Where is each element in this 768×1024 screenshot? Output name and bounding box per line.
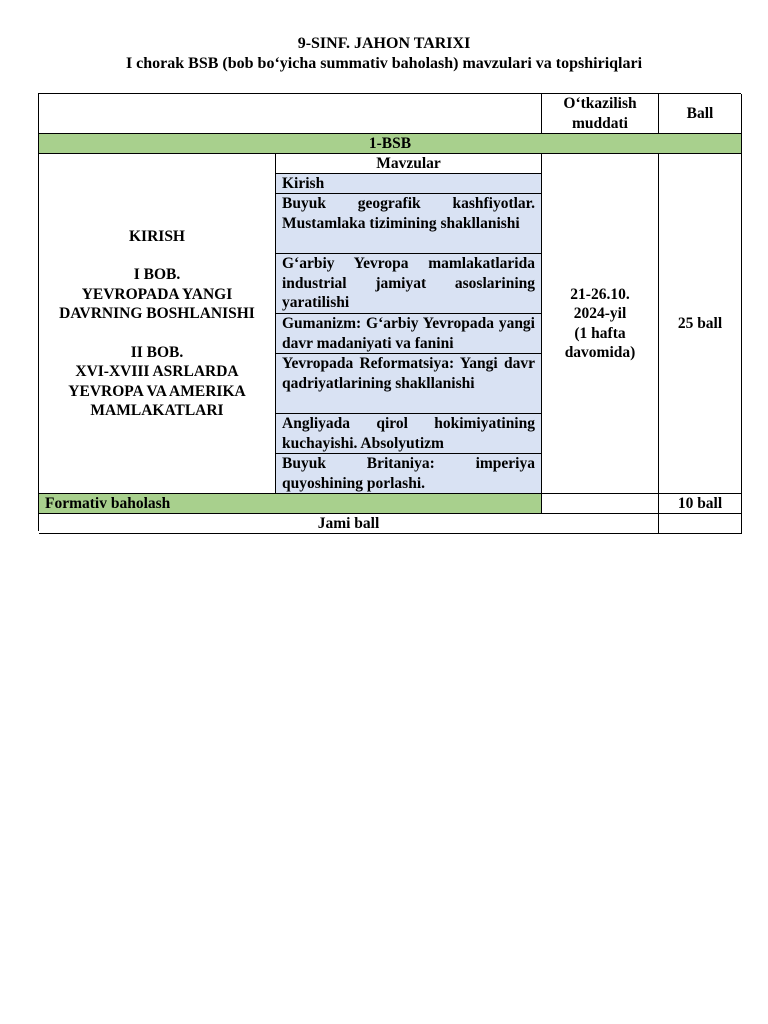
formativ-deadline-empty (542, 494, 659, 514)
topic-row (276, 194, 542, 254)
topic-row (276, 414, 542, 454)
topic-row (276, 314, 542, 354)
topic-text: Buyuk geografik kashfiyotlar. Mustamlaka tizimining shakllanishi (282, 195, 535, 232)
topic-text: Yevropada Reformatsiya: Yangi davr qadriyatlarining shakllanishi (282, 355, 535, 392)
formativ-ball: 10 ball (659, 494, 742, 514)
topic-text: Buyuk Britaniya: imperiya quyoshining porlashi. (282, 455, 535, 492)
chapter-intro: KIRISH (129, 227, 185, 245)
total-label: Jami ball (39, 514, 659, 534)
deadline-line: 21-26.10. (570, 285, 630, 303)
formativ-label: Formativ baholash (39, 494, 542, 514)
header-ball: Ball (659, 94, 742, 134)
document-title: 9-SINF. JAHON TARIXI (297, 35, 471, 52)
section-title: 1-BSB (39, 134, 742, 154)
deadline-line: davomida) (564, 344, 636, 361)
topics-header: Mavzular (276, 154, 542, 174)
deadline-line: 2024-yil (573, 305, 627, 322)
chapters-cell (39, 154, 276, 494)
topic-row (276, 174, 542, 194)
topic-row (276, 354, 542, 414)
topic-text: Kirish (282, 175, 325, 192)
deadline-line: (1 hafta (574, 324, 626, 342)
chapter2-number: II BOB. (130, 343, 184, 361)
ball-value: 25 ball (659, 154, 742, 494)
header-empty-cell (39, 94, 542, 134)
topic-text: Gumanizm: G‘arbiy Yevropada yangi davr madaniyati va fanini (282, 315, 535, 352)
total-value (659, 514, 742, 534)
chapter2-name: XVI-XVIII ASRLARDA YEVROPA VA AMERIKA MAMLAKATLARI (68, 363, 246, 419)
chapter1-name: YEVROPADA YANGI DAVRNING BOSHLANISHI (59, 285, 255, 322)
header-deadline: O‘tkazilish muddati (542, 94, 659, 134)
assessment-table (38, 93, 741, 531)
document-subtitle: I chorak BSB (bob bo‘yicha summativ baholash) mavzulari va topshiriqlari (125, 55, 643, 72)
topic-row (276, 254, 542, 314)
document-header (0, 34, 768, 74)
topic-text: Angliyada qirol hokimiyatining kuchayishi. Absolyutizm (282, 415, 535, 452)
deadline-cell (542, 154, 659, 494)
topic-text: G‘arbiy Yevropa mamlakatlarida industrial jamiyat asoslarining yaratilishi (282, 255, 535, 311)
chapter1-number: I BOB. (133, 266, 181, 283)
topic-row (276, 454, 542, 494)
